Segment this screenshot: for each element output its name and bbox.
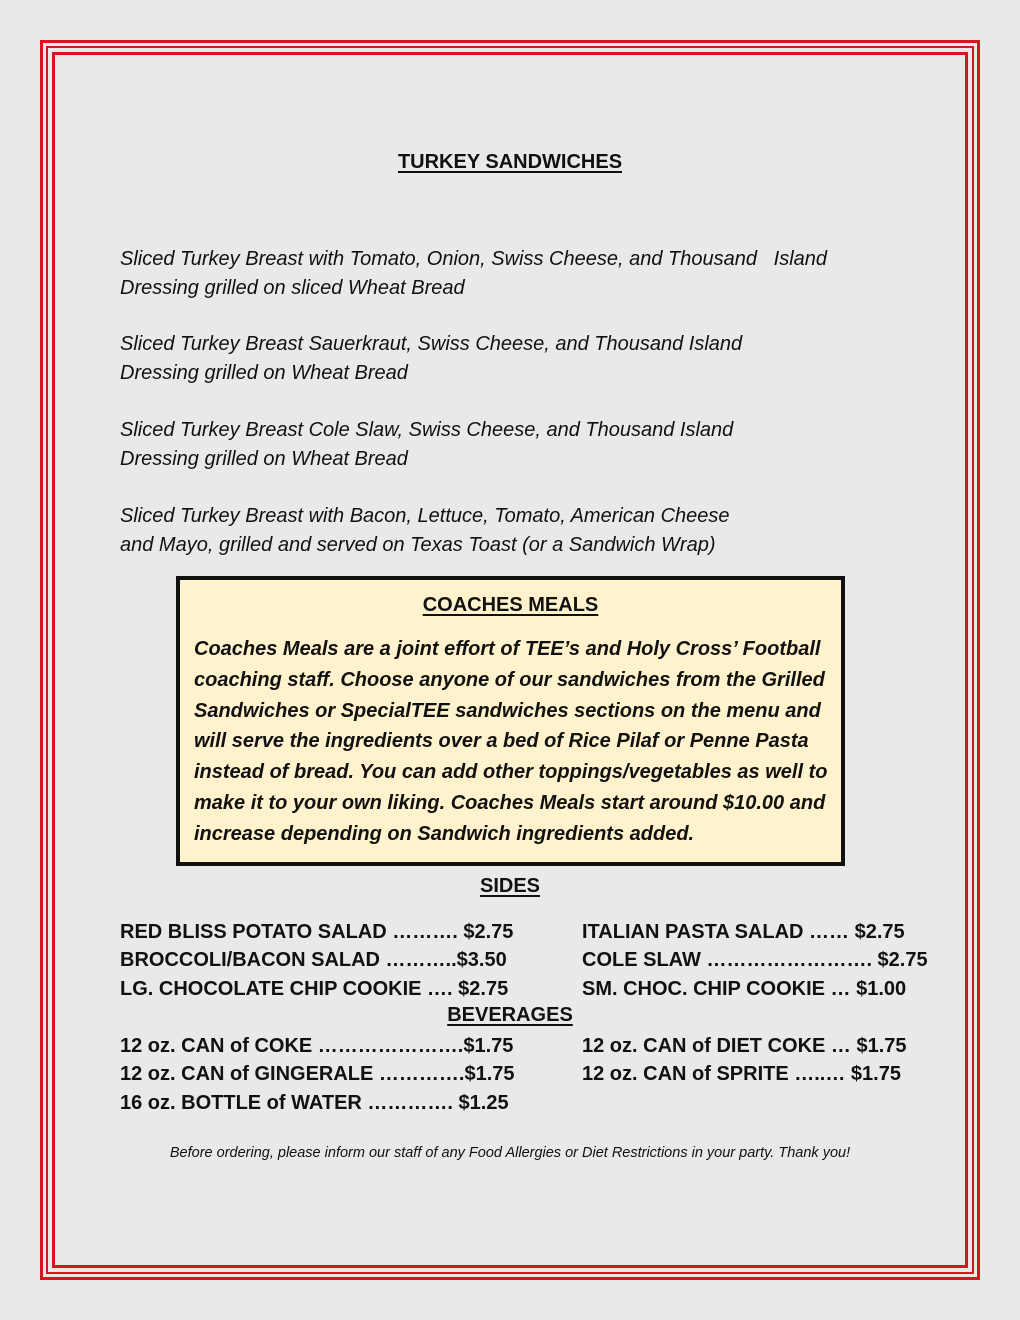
beverage-item: 16 oz. BOTTLE of WATER …………. $1.25 [120, 1092, 509, 1114]
item-description [120, 330, 880, 387]
item-description-line: Dressing grilled on sliced Wheat Bread [120, 276, 465, 299]
beverages-heading: BEVERAGES [447, 1004, 573, 1026]
side-item: COLE SLAW ……………………. $2.75 [582, 949, 928, 971]
item-description-line: and Mayo, grilled and served on Texas Toast (or a Sandwich Wrap) [120, 533, 716, 556]
side-item: ITALIAN PASTA SALAD …… $2.75 [582, 921, 905, 943]
coaches-meals-box [176, 576, 845, 866]
item-description-line: Dressing grilled on Wheat Bread [120, 447, 408, 470]
item-description-line: Sliced Turkey Breast Cole Slaw, Swiss Cheese, and Thousand Island [120, 419, 734, 441]
beverage-item: 12 oz. CAN of DIET COKE … $1.75 [582, 1035, 907, 1057]
item-description-line: Sliced Turkey Breast Sauerkraut, Swiss Cheese, and Thousand Island [120, 333, 743, 355]
side-item: BROCCOLI/BACON SALAD ………..$3.50 [120, 949, 507, 971]
coaches-meals-heading: COACHES MEALS [422, 594, 599, 616]
allergy-notice: Before ordering, please inform our staff of any Food Allergies or Diet Restrictions in your party. Thank you! [169, 1145, 851, 1161]
side-item: SM. CHOC. CHIP COOKIE … $1.00 [582, 978, 907, 1000]
item-description [120, 245, 880, 302]
turkey-sandwiches-heading: TURKEY SANDWICHES [397, 151, 623, 173]
side-item: LG. CHOCOLATE CHIP COOKIE …. $2.75 [120, 978, 509, 1000]
item-description [120, 416, 880, 473]
beverage-item: 12 oz. CAN of GINGERALE ………….$1.75 [120, 1063, 515, 1085]
item-description-line: Sliced Turkey Breast with Tomato, Onion, Swiss Cheese, and Thousand Island [120, 248, 828, 270]
sides-heading: SIDES [479, 875, 541, 897]
beverage-item: 12 oz. CAN of COKE ………………….$1.75 [120, 1035, 514, 1057]
beverage-item: 12 oz. CAN of SPRITE …..… $1.75 [582, 1063, 901, 1085]
side-item: RED BLISS POTATO SALAD ………. $2.75 [120, 921, 514, 943]
item-description-line: Sliced Turkey Breast with Bacon, Lettuce, Tomato, American Cheese [120, 505, 730, 527]
item-description-line: Dressing grilled on Wheat Bread [120, 361, 408, 384]
item-description [120, 502, 880, 559]
coaches-meals-description: Coaches Meals are a joint effort of TEE’s and Holy Cross’ Football coaching staff. Choose anyone of our sandwiches from the Grilled Sandwiches or SpecialTEE sandwiches sections on the menu and will serve the ingredients over a bed of Rice Pilaf or Penne Pasta instead of bread. You can add other toppings/vegetables as well to make it to your own liking. Coaches Meals start around $10.00 and increase depending on Sandwich ingredients added. [194, 638, 828, 845]
